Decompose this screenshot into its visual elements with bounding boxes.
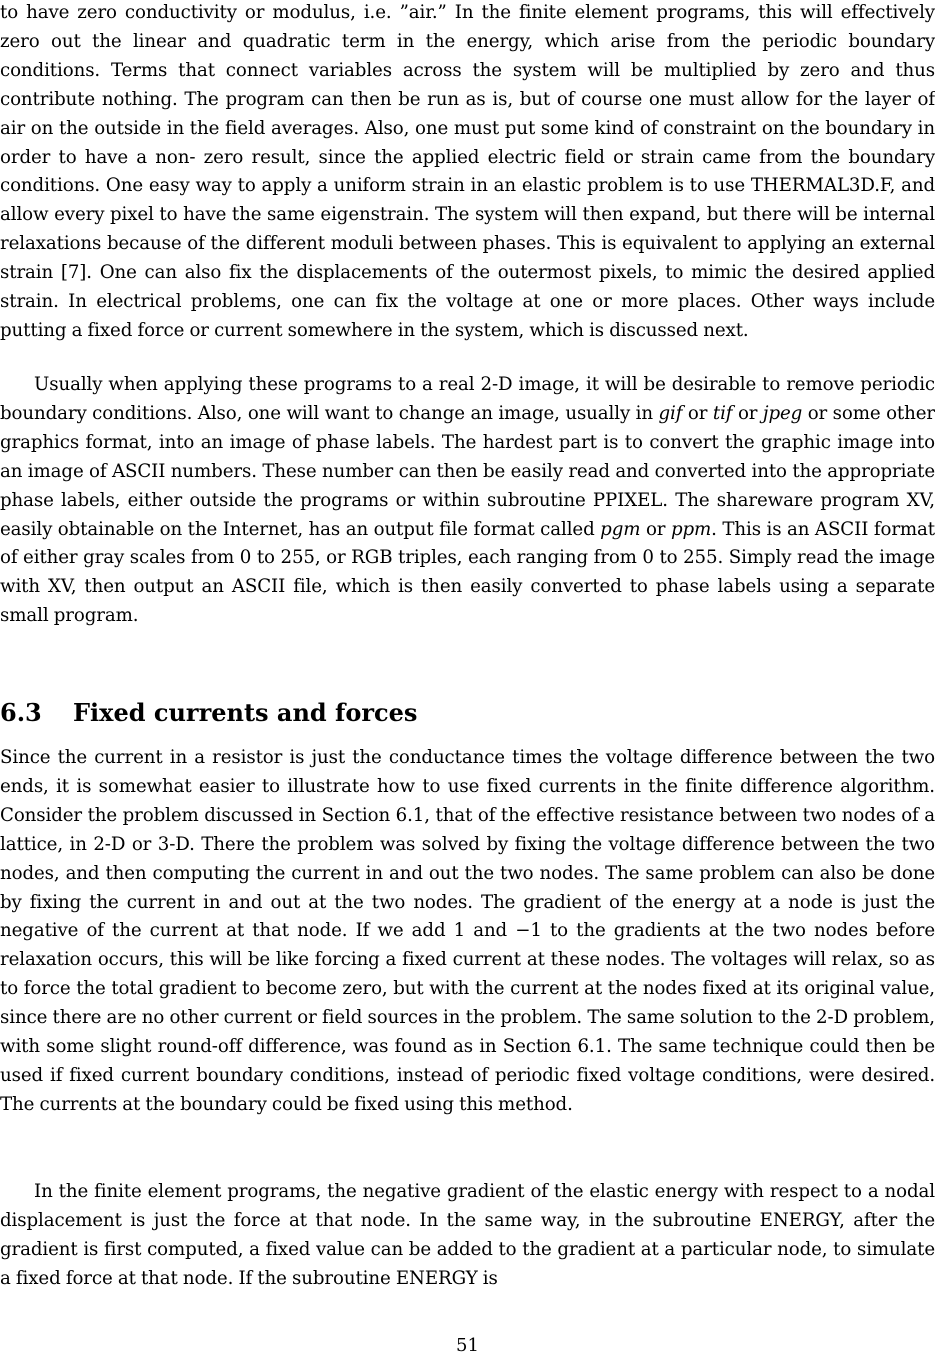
italic-term: tif: [712, 402, 733, 424]
paragraph-boundary-conditions: [0, 0, 935, 346]
paragraph-text: to have zero conductivity or modulus, i.e. ”air.” In the finite element programs, this will effectively zero out the linear and quadratic term in the energy, which arise from the periodic boundary conditions. Terms that connect variables across the system will be multiplied by zero and thus contribute nothing. The program can then be run as is, but of course one must allow for the layer of air on the outside in the field averages. Also, one must put some kind of constraint on the boundary in order to have a non- zero result, since the applied electric field or strain came from the boundary conditions. One easy way to apply a uniform strain in an elastic problem is to use THERMAL3D.F, and allow every pixel to have the same eigenstrain. The system will then expand, but there will be internal relaxations because of the different moduli between phases. This is equivalent to applying an external strain [7]. One can also fix the displacements of the outermost pixels, to mimic the desired applied strain. In electrical problems, one can fix the voltage at one or more places. Other ways include putting a fixed force or current somewhere in the system, which is discussed next.: [0, 2, 935, 341]
paragraph-text: or: [682, 402, 713, 424]
paragraph-text: Since the current in a resistor is just the conductance times the voltage difference between the two ends, it is somewhat easier to illustrate how to use fixed currents in the finite difference algorithm. Consider the problem discussed in Section 6.1, that of the effective resistance between two nodes of a lattice, in 2-D or 3-D. There the problem was solved by fixing the voltage difference between the two nodes, and then computing the current in and out the two nodes. The same problem can also be done by fixing the current in and out at the two nodes. The gradient of the energy at a node is just the negative of the current at that node. If we add 1 and −1 to the gradients at the two nodes before relaxation occurs, this will be like forcing a fixed current at these nodes. The voltages will relax, so as to force the total gradient to become zero, but with the current at the nodes fixed at its original value, since there are no other current or field sources in the problem. The same solution to the 2-D problem, with some slight round-off difference, was found as in Section 6.1. The same technique could then be used if fixed current boundary conditions, instead of periodic fixed voltage conditions, were desired. The currents at the boundary could be fixed using this method.: [0, 747, 935, 1115]
paragraph-text: . This is an ASCII format of either gray scales from 0 to 255, or RGB triples, each ranging from 0 to 255. Simply read the image with XV, then output an ASCII file, which is then easily converted to phase labels using a separate small program.: [0, 518, 935, 627]
italic-term: gif: [658, 402, 683, 424]
section-heading: [0, 698, 417, 728]
italic-term: ppm: [670, 518, 712, 540]
paragraph-text: In the finite element programs, the negative gradient of the elastic energy with respect to a nodal displacement is just the force at that node. In the same way, in the subroutine ENERGY, after the gradient is first computed, a fixed value can be added to the gradient at a particular node, to simulate a fixed force at that node. If the subroutine ENERGY is: [0, 1181, 935, 1289]
paragraph-text: Usually when applying these programs to a real 2-D image, it will be desirable to remove periodic boundary conditions. Also, one will want to change an image, usually in: [0, 374, 935, 424]
page-number: 51: [456, 1335, 479, 1356]
section-title: Fixed currents and forces: [73, 698, 418, 727]
paragraph-fixed-currents: [0, 744, 935, 1120]
paragraph-text: or: [640, 518, 671, 540]
paragraph-text: or: [732, 402, 763, 424]
section-number: 6.3: [0, 698, 42, 727]
paragraph-real-images: [0, 371, 935, 631]
italic-term: jpeg: [762, 402, 803, 424]
paragraph-fixed-forces: [0, 1178, 935, 1294]
italic-term: pgm: [600, 518, 641, 540]
paragraph-text: or some other graphics format, into an image of phase labels. The hardest part is to convert the graphic image into an image of ASCII numbers. These number can then be easily read and converted into the appropriate phase labels, either outside the programs or within subroutine PPIXEL. The shareware program XV, easily obtainable on the Internet, has an output file format called: [0, 402, 935, 540]
